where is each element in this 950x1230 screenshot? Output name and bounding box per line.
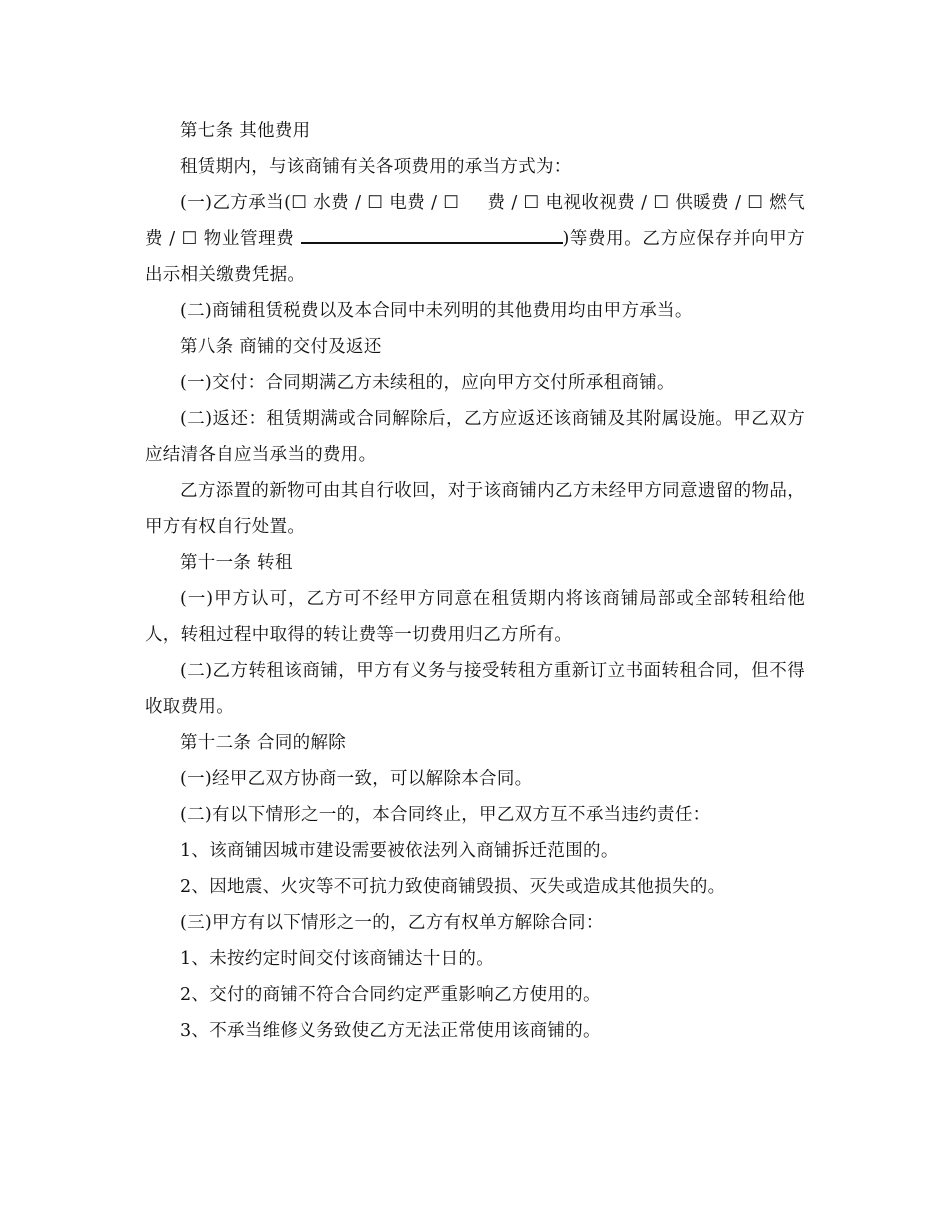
article-7-intro: 租赁期内，与该商铺有关各项费用的承当方式为： xyxy=(180,157,572,177)
article-8-item-2: (二)返还：租赁期满或合同解除后，乙方应返还该商铺及其附属设施。甲乙双方应结清各自应当承当的费用。 xyxy=(145,409,805,465)
article-11-title: 第十一条 转租 xyxy=(180,553,293,573)
article-8-title: 第八条 商铺的交付及返还 xyxy=(180,337,382,357)
document-body xyxy=(145,113,805,1049)
article-7-item-1 xyxy=(145,185,805,293)
article-12-title: 第十二条 合同的解除 xyxy=(180,733,347,753)
article-7-item-1-part-3: )等费用。乙方应保存并向甲方出示相关缴费凭据。 xyxy=(145,229,806,285)
article-12-item-2: (二)有以下情形之一的，本合同终止，甲乙双方互不承当违约责任： xyxy=(180,805,711,825)
article-12-item-3-1: 1、未按约定时间交付该商铺达十日的。 xyxy=(180,949,495,969)
article-12-item-3: (三)甲方有以下情形之一的，乙方有权单方解除合同： xyxy=(180,913,604,933)
article-12-item-3-2: 2、交付的商铺不符合合同约定严重影响乙方使用的。 xyxy=(180,985,601,1005)
article-7-item-1-part-1: (一)乙方承当(☐ 水费 / ☐ 电费 / ☐ xyxy=(180,193,460,213)
article-11-item-2: (二)乙方转租该商铺，甲方有义务与接受转租方重新订立书面转租合同，但不得收取费用。 xyxy=(145,661,805,717)
fill-in-blank-line xyxy=(301,226,563,244)
article-12-item-2-2: 2、因地震、火灾等不可抗力致使商铺毁损、灭失或造成其他损失的。 xyxy=(180,877,726,897)
article-7-item-1-part-2: 费 / ☐ 电视收视费 / ☐ 供暖费 / ☐ 燃气费 / ☐ 物业管理费 xyxy=(145,193,805,249)
article-12-item-2-1: 1、该商铺因城市建设需要被依法列入商铺拆迁范围的。 xyxy=(180,841,619,861)
article-7-title: 第七条 其他费用 xyxy=(180,121,311,141)
article-12-item-1: (一)经甲乙双方协商一致，可以解除本合同。 xyxy=(180,769,533,789)
article-8-item-3: 乙方添置的新物可由其自行收回，对于该商铺内乙方未经甲方同意遗留的物品，甲方有权自行处置。 xyxy=(145,481,805,537)
article-11-item-1: (一)甲方认可，乙方可不经甲方同意在租赁期内将该商铺局部或全部转租给他人，转租过程中取得的转让费等一切费用归乙方所有。 xyxy=(145,589,805,645)
article-12-item-3-3: 3、不承当维修义务致使乙方无法正常使用该商铺的。 xyxy=(180,1021,601,1041)
article-7-item-2: (二)商铺租赁税费以及本合同中未列明的其他费用均由甲方承当。 xyxy=(180,301,693,321)
article-8-item-1: (一)交付：合同期满乙方未续租的，应向甲方交付所承租商铺。 xyxy=(180,373,675,393)
